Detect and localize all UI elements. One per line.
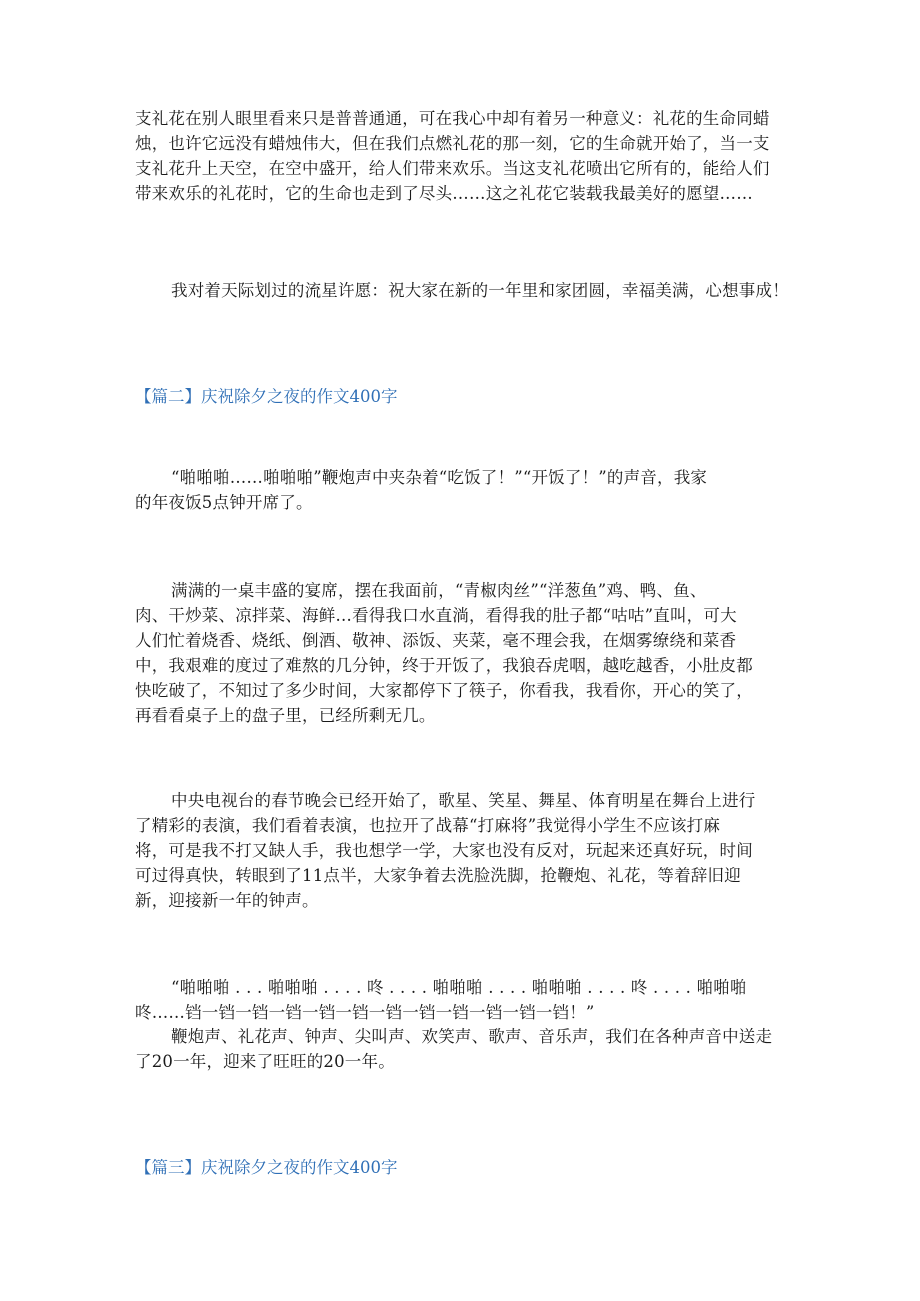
section-heading-2: 【篇二】庆祝除夕之夜的作文400字 xyxy=(135,387,398,406)
paragraph-sounds xyxy=(135,1024,785,1074)
text-line: 的年夜饭5点钟开席了。 xyxy=(135,493,313,512)
paragraph-fireworks xyxy=(135,106,785,206)
paragraph-wish xyxy=(135,278,789,303)
text-line: 带来欢乐的礼花时，它的生命也走到了尽头……这之礼花它装载我最美好的愿望…… xyxy=(135,184,753,203)
text-line: 可过得真快，转眼到了11点半，大家争着去洗脸洗脚，抢鞭炮、礼花，等着辞旧迎 xyxy=(135,866,741,885)
paragraph-gala xyxy=(135,788,785,913)
text-line: 再看看桌子上的盘子里，已经所剩无几。 xyxy=(135,706,436,725)
text-line: “啪啪啪……啪啪啪”鞭炮声中夹杂着“吃饭了！”“开饭了！”的声音，我家 xyxy=(171,468,708,487)
text-line: 烛，也许它远没有蜡烛伟大，但在我们点燃礼花的那一刻，它的生命就开始了，当一支 xyxy=(135,134,770,153)
section-heading-3: 【篇三】庆祝除夕之夜的作文400字 xyxy=(135,1158,398,1177)
text-line: 支礼花在别人眼里看来只是普普通通，可在我心中却有着另一种意义：礼花的生命同蜡 xyxy=(135,109,770,128)
text-line: 中央电视台的春节晚会已经开始了，歌星、笑星、舞星、体育明星在舞台上进行 xyxy=(171,791,756,810)
text-line: 鞭炮声、礼花声、钟声、尖叫声、欢笑声、歌声、音乐声，我们在各种声音中送走 xyxy=(171,1027,773,1046)
text-line: 肉、干炒菜、凉拌菜、海鲜…看得我口水直淌，看得我的肚子都“咕咕”直叫，可大 xyxy=(135,606,737,625)
text-line: 将，可是我不打又缺人手，我也想学一学，大家也没有反对，玩起来还真好玩，时间 xyxy=(135,841,753,860)
text-line: 咚……铛一铛一铛一铛一铛一铛一铛一铛一铛一铛一铛一铛！” xyxy=(135,1003,595,1022)
text-line: 我对着天际划过的流星许愿：祝大家在新的一年里和家团圆，幸福美满，心想事成！ xyxy=(171,281,789,300)
text-line: 支礼花升上天空，在空中盛开，给人们带来欢乐。当这支礼花喷出它所有的，能给人们 xyxy=(135,159,770,178)
text-line: 人们忙着烧香、烧纸、倒酒、敬神、添饭、夹菜，毫不理会我，在烟雾缭绕和菜香 xyxy=(135,631,737,650)
text-line: 中，我艰难的度过了难熬的几分钟，终于开饭了，我狼吞虎咽，越吃越香，小肚皮都 xyxy=(135,656,753,675)
text-line: 满满的一桌丰盛的宴席，摆在我面前，“青椒肉丝”“洋葱鱼”鸡、鸭、鱼、 xyxy=(171,581,707,600)
paragraph-feast xyxy=(135,578,785,728)
text-line: “啪啪啪 . . . 啪啪啪 . . . . 咚 . . . . 啪啪啪 . . . . 啪啪啪 . . . . 咚 . . . . 啪啪啪 xyxy=(171,978,747,997)
text-line: 了精彩的表演，我们看着表演，也拉开了战幕“打麻将”我觉得小学生不应该打麻 xyxy=(135,816,721,835)
paragraph-dinner-start xyxy=(135,465,785,515)
text-line: 了20一年，迎来了旺旺的20一年。 xyxy=(135,1052,395,1071)
text-line: 新，迎接新一年的钟声。 xyxy=(135,891,319,910)
paragraph-firecrackers xyxy=(135,975,785,1025)
text-line: 快吃破了，不知过了多少时间，大家都停下了筷子，你看我，我看你，开心的笑了， xyxy=(135,681,753,700)
